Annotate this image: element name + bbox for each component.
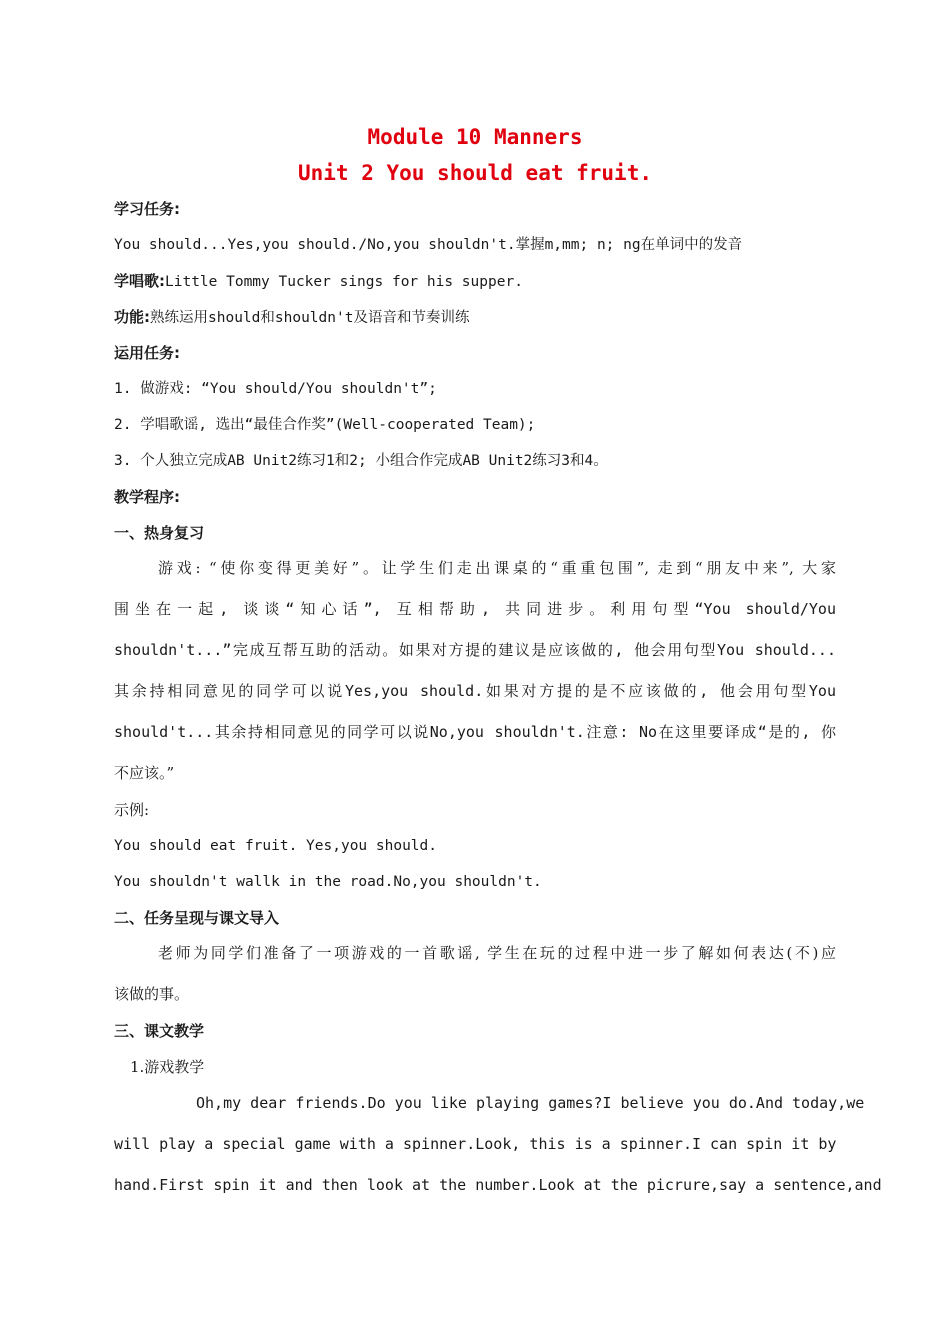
title-unit: Unit 2 You should eat fruit. [297,161,652,185]
function-label: 功能: [114,308,150,326]
title-module: Module 10 Manners [367,125,583,149]
apply-task-item: 1. 做游戏: “You should/You shouldn't”; [114,381,437,397]
section3-para-line: will play a special game with a spinner.Look, this is a spinner.I can spin it by [114,1135,837,1153]
function-text: 熟练运用should和shouldn't及语音和节奏训练 [150,310,470,326]
section3-subheading: 1.游戏教学 [130,1058,205,1076]
song-label: 学唱歌: [114,272,165,290]
section1-para-line: shouldn't...”完成互帮互助的活动。如果对方提的建议是应该做的, 他会用句型You should... [114,641,836,659]
example-sentence: You should eat fruit. Yes,you should. [114,838,438,854]
example-label: 示例: [114,801,150,819]
section1-para-line: 游戏: “使你变得更美好”。让学生们走出课桌的“重重包围”, 走到“朋友中来”, 大家 [158,559,836,577]
apply-task-item: 2. 学唱歌谣, 选出“最佳合作奖”(Well-cooperated Team); [114,417,536,433]
section2-para-line: 老师为同学们准备了一项游戏的一首歌谣, 学生在玩的过程中进一步了解如何表达(不)应 [158,944,836,962]
learning-task-heading: 学习任务: [114,200,180,218]
apply-task-item: 3. 个人独立完成AB Unit2练习1和2; 小组合作完成AB Unit2练习3和4。 [114,453,608,469]
section1-para-line: should't...其余持相同意见的同学可以说No,you shouldn't.注意: No在这里要译成“是的, 你 [114,723,836,741]
procedure-heading: 教学程序: [114,488,180,506]
section3-para-line: Oh,my dear friends.Do you like playing games?I believe you do.And today,we [196,1094,865,1112]
example-sentence: You shouldn't wallk in the road.No,you shouldn't. [114,874,542,890]
section1-heading: 一、热身复习 [114,524,205,542]
section1-para-line: 不应该。” [114,764,175,782]
section2-heading: 二、任务呈现与课文导入 [114,909,280,927]
apply-task-heading: 运用任务: [114,344,180,362]
song-line [114,271,523,292]
function-line [114,307,469,328]
song-text: Little Tommy Tucker sings for his supper. [165,274,523,290]
section3-para-line: hand.First spin it and then look at the number.Look at the picrure,say a sentence,and [114,1176,882,1194]
learning-task-text: You should...Yes,you should./No,you shouldn't.掌握m,mm; n; ng在单词中的发音 [114,237,743,253]
section1-para-line: 围坐在一起, 谈谈“知心话”, 互相帮助, 共同进步。利用句型“You should/You [114,600,836,618]
section2-para-line: 该做的事。 [114,985,190,1003]
section1-para-line: 其余持相同意见的同学可以说Yes,you should.如果对方提的是不应该做的, 他会用句型You [114,682,836,700]
section3-heading: 三、课文教学 [114,1022,205,1040]
